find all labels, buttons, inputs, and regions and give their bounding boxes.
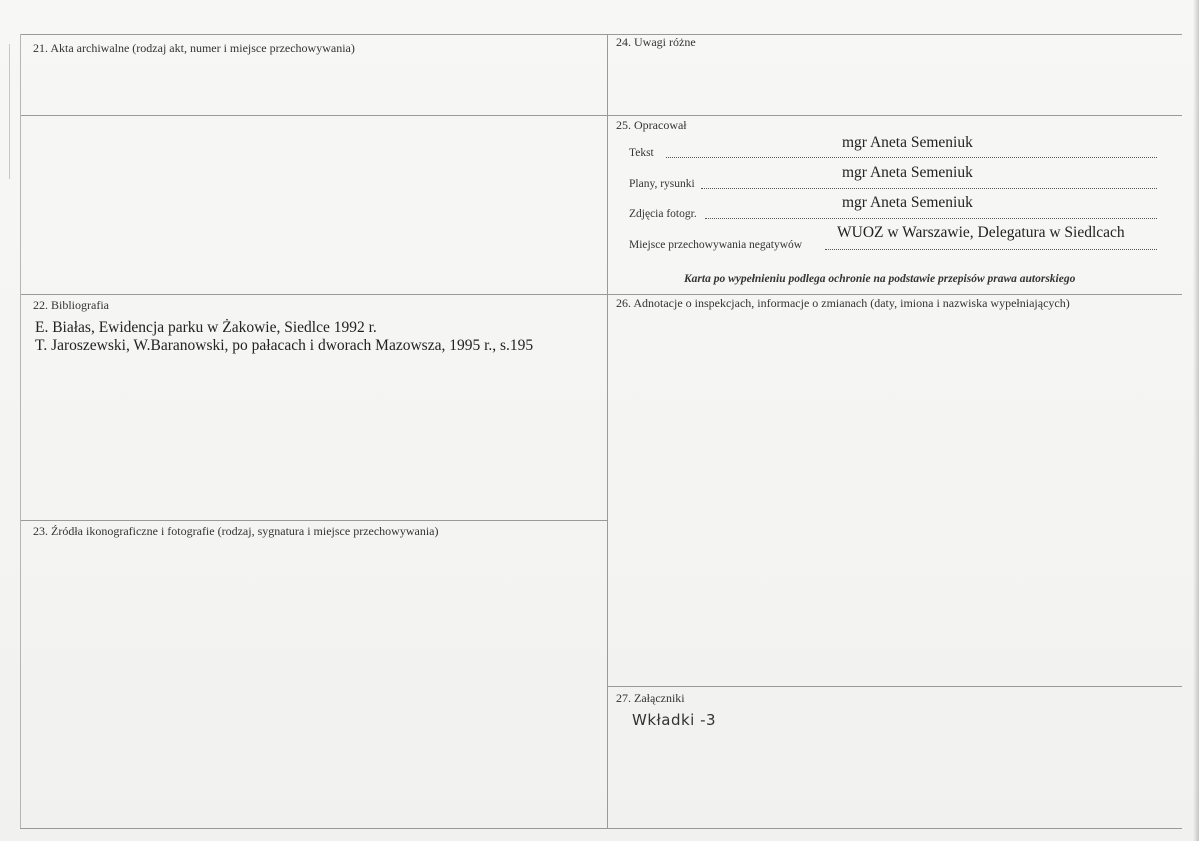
divider-23-top [20,520,608,521]
field-plans-dots [701,188,1157,189]
copyright-note: Karta po wypełnieniu podlega ochronie na podstawie przepisów prawa autorskiego [684,273,1076,285]
field-negatives-label: Miejsce przechowywania negatywów [629,239,803,251]
field-plans-value: mgr Aneta Semeniuk [842,164,973,181]
left-border [20,34,21,828]
center-divider [607,34,608,828]
section-25-label: 25. Opracował [616,118,687,132]
section-26-label: 26. Adnotacje o inspekcjach, informacje o zmianach (daty, imiona i nazwiska wypełniających) [616,296,1070,310]
page-shadow-edge [1193,0,1199,841]
divider-27-top [608,686,1182,687]
field-photos-value: mgr Aneta Semeniuk [842,194,973,211]
section-23-label: 23. Źródła ikonograficzne i fotografie (rodzaj, sygnatura i miejsce przechowywania) [33,524,439,538]
field-text-label: Tekst [629,147,654,159]
field-photos-label: Zdjęcia fotogr. [629,208,697,220]
bibliography-entry: T. Jaroszewski, W.Baranowski, po pałacach i dworach Mazowsza, 1995 r., s.195 [35,337,534,354]
bottom-border [20,828,1182,829]
left-margin-mark [9,44,10,179]
field-text-value: mgr Aneta Semeniuk [842,134,973,151]
field-photos-dots [705,218,1157,219]
bibliography-entry: E. Białas, Ewidencja parku w Żakowie, Siedlce 1992 r. [35,319,377,336]
section-27-label: 27. Załączniki [616,691,685,705]
section-22-label: 22. Bibliografia [33,298,109,312]
top-border [20,34,1182,35]
attachments-handwritten: Wkładki -3 [632,711,717,729]
field-text-dots [666,157,1157,158]
field-negatives-dots [825,249,1157,250]
section-24-label: 24. Uwagi różne [616,35,696,49]
divider-22-top [20,294,1182,295]
field-negatives-value: WUOZ w Warszawie, Delegatura w Siedlcach [837,224,1125,241]
section-21-label: 21. Akta archiwalne (rodzaj akt, numer i miejsce przechowywania) [33,41,355,55]
field-plans-label: Plany, rysunki [629,178,695,190]
divider-21-bottom [20,115,1182,116]
